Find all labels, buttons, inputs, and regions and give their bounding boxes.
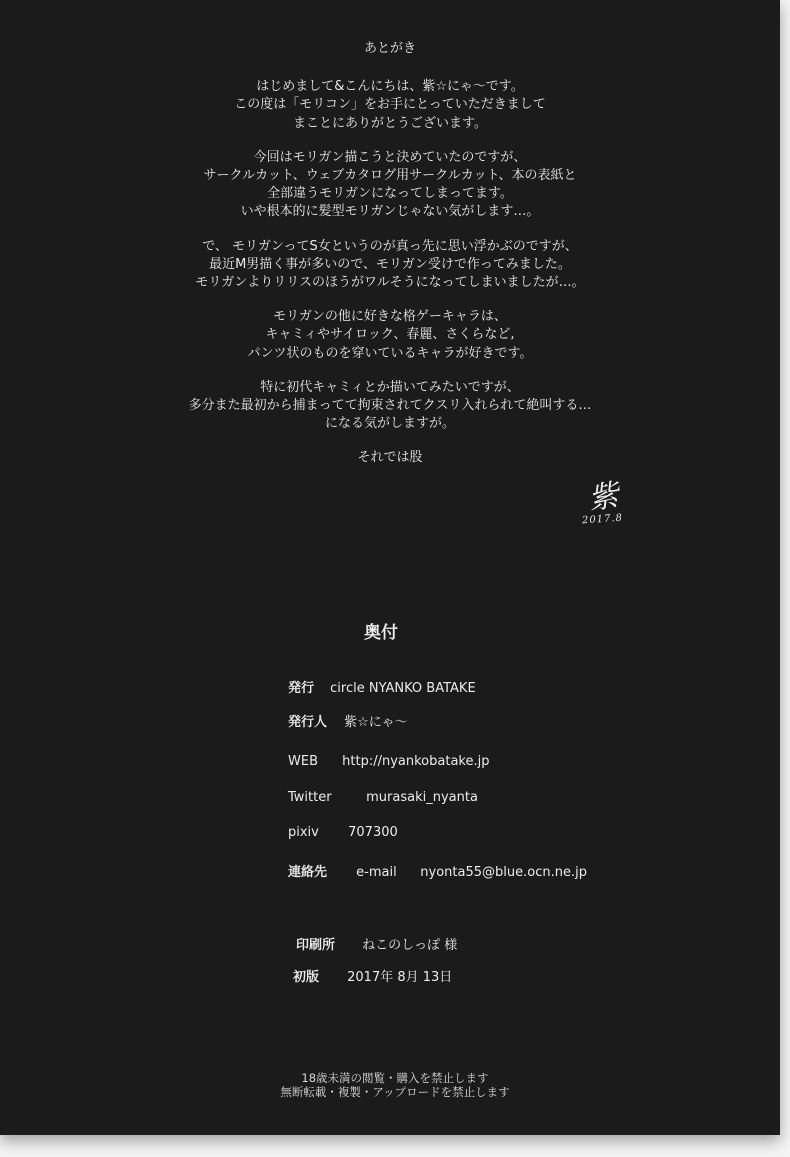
- web-row: [288, 754, 489, 769]
- notice-line-1: 18歳未満の閲覧・購入を禁止します: [301, 1071, 489, 1085]
- contact-label: 連絡先: [288, 865, 328, 880]
- afterword-line: で、 モリガンってS女というのが真っ先に思い浮かぶのですが、: [202, 238, 578, 254]
- afterword-line: になる気がしますが。: [324, 416, 455, 432]
- afterword-line: いや根本的に髪型モリガンじゃない気がします…。: [240, 204, 540, 220]
- afterword-paragraph: [0, 78, 780, 133]
- pixiv-value: 707300: [348, 825, 398, 840]
- publisher-label: 発行: [288, 681, 315, 696]
- signature-date: 2017.8: [581, 512, 624, 527]
- edition-value: 2017年 8月 13日: [347, 970, 453, 985]
- afterword-line: サークルカット、ウェブカタログ用サークルカット、本の表紙と: [203, 168, 577, 184]
- contact-type: e-mail: [356, 865, 397, 880]
- edition-label: 初版: [293, 970, 320, 985]
- age-restriction-notice: [0, 1071, 790, 1099]
- afterword-line: モリガンよりリリスのほうがワルそうになってしまいましたが…。: [195, 275, 585, 291]
- afterword-paragraph: [0, 238, 780, 293]
- afterword-line: まことにありがとうございます。: [293, 115, 487, 131]
- pixiv-label: pixiv: [288, 825, 319, 840]
- afterword-line: この度は「モリコン」をお手にとっていただきまして: [234, 97, 546, 113]
- signature-mark: 紫: [586, 478, 621, 517]
- afterword-closing: それでは股: [357, 450, 423, 466]
- twitter-value: murasaki_nyanta: [366, 790, 478, 805]
- afterword-section: [0, 40, 780, 468]
- afterword-line: はじめまして&こんにちは、紫☆にゃ〜です。: [256, 79, 524, 95]
- pixiv-row: [288, 825, 398, 840]
- afterword-line: キャミィやサイロック、春麗、さくらなど,: [265, 327, 515, 343]
- issuer-value: 紫☆にゃ〜: [344, 715, 408, 730]
- afterword-paragraph: [0, 379, 780, 434]
- issuer-row: [288, 711, 408, 730]
- afterword-paragraph: [0, 149, 780, 222]
- afterword-line: 特に初代キャミィとか描いてみたいですが、: [260, 379, 520, 395]
- printer-label: 印刷所: [296, 938, 336, 953]
- printer-value: ねこのしっぽ 様: [362, 938, 458, 953]
- twitter-row: [288, 790, 478, 805]
- web-value[interactable]: http://nyankobatake.jp: [342, 754, 490, 769]
- afterword-line: 多分また最初から捕まってて拘束されてクスリ入れられて絶叫する…: [188, 398, 592, 414]
- colophon-title: 奥付: [364, 623, 398, 643]
- publisher-value: circle NYANKO BATAKE: [330, 681, 476, 696]
- web-label: WEB: [288, 754, 318, 769]
- afterword-line: 全部違うモリガンになってしまってます。: [267, 186, 513, 202]
- afterword-heading: あとがき: [363, 41, 416, 56]
- publisher-row: [288, 677, 476, 696]
- contact-row: [288, 861, 587, 880]
- issuer-label: 発行人: [288, 715, 328, 730]
- twitter-label: Twitter: [288, 790, 332, 805]
- afterword-line: 今回はモリガン描こうと決めていたのですが、: [253, 149, 527, 165]
- contact-email[interactable]: nyonta55@blue.ocn.ne.jp: [420, 865, 587, 880]
- afterword-line: パンツ状のものを穿いているキャラが好きです。: [247, 345, 533, 361]
- afterword-paragraph: [0, 308, 780, 363]
- author-signature: [578, 472, 638, 532]
- printer-row: [296, 934, 457, 953]
- afterword-line: 最近M男描く事が多いので、モリガン受けで作ってみました。: [209, 256, 571, 272]
- notice-line-2: 無断転載・複製・アップロードを禁止します: [280, 1085, 510, 1099]
- edition-row: [293, 966, 452, 985]
- afterword-line: モリガンの他に好きな格ゲーキャラは、: [273, 309, 507, 325]
